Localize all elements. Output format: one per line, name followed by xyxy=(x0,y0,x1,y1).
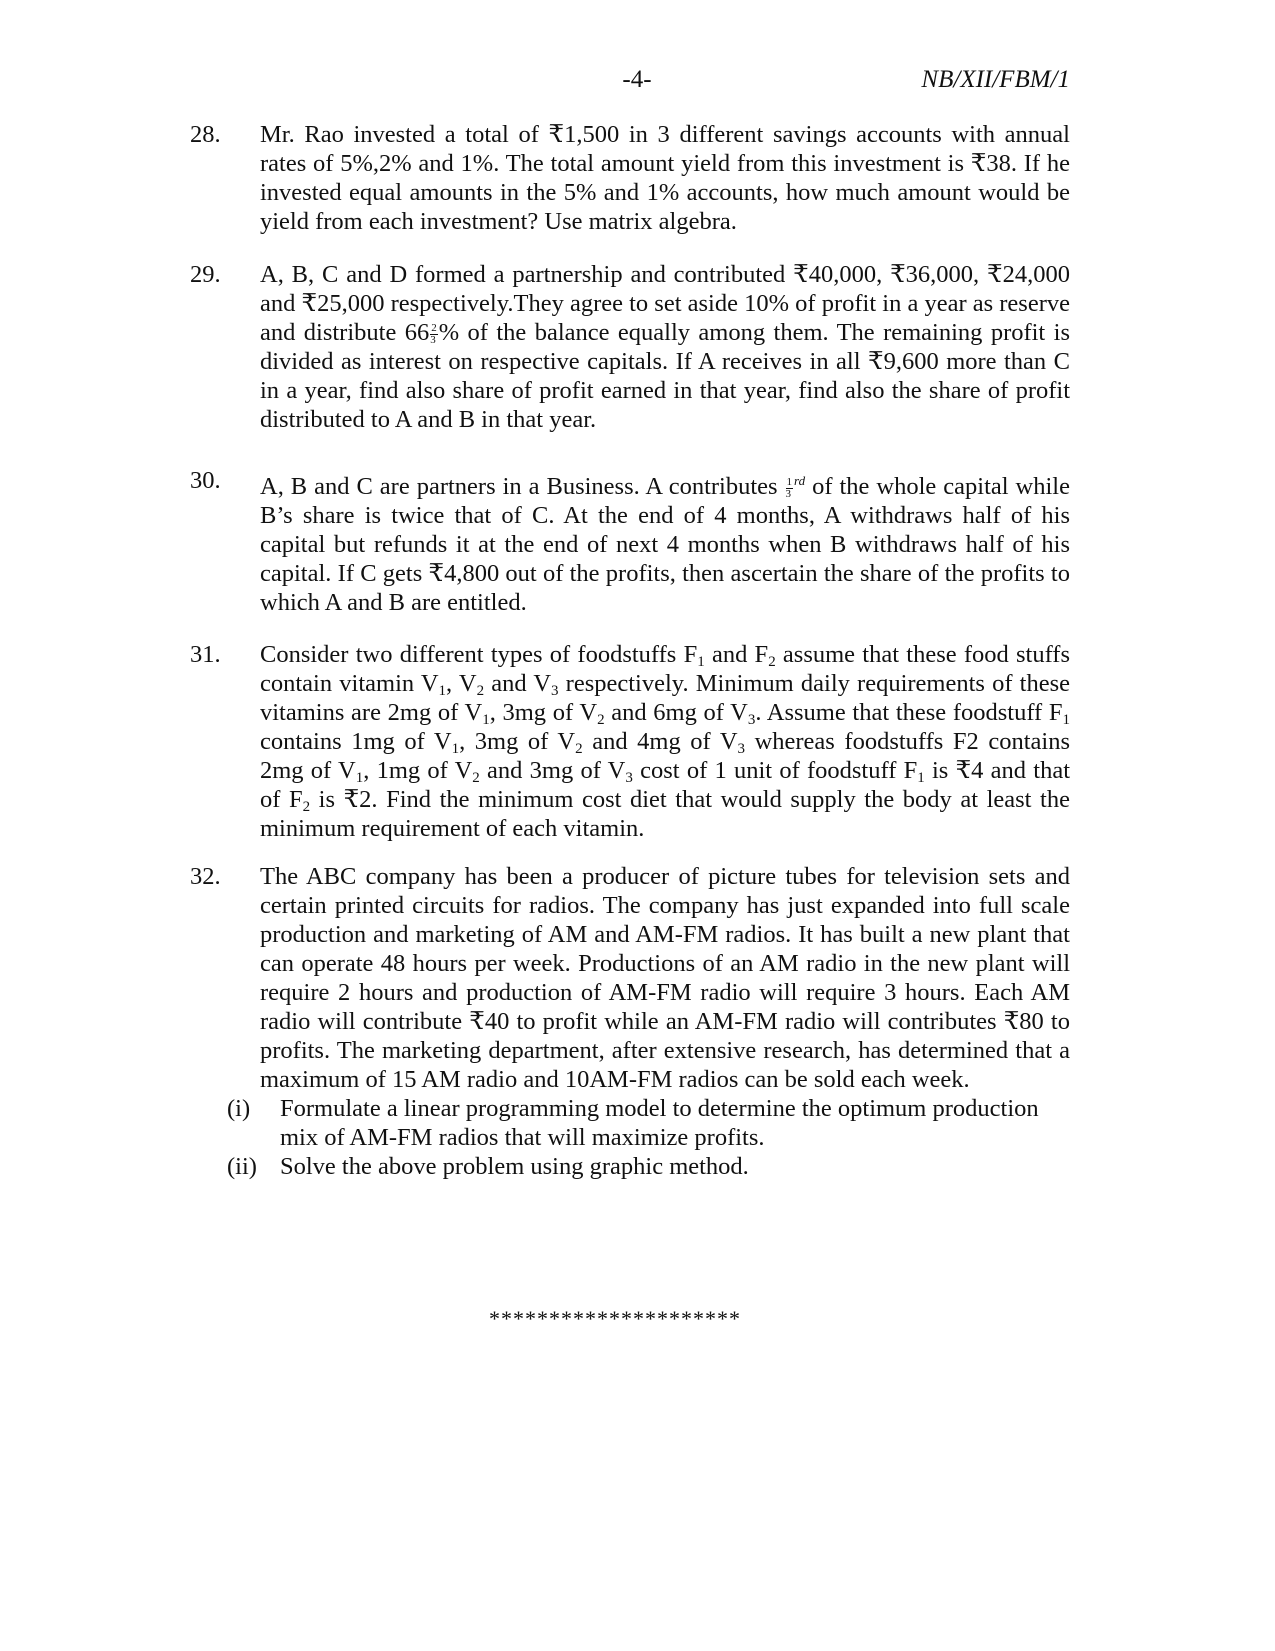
question-text-part: A, B, C and D formed a partnership and contributed ₹40,000, ₹36,000, ₹24,000 and ₹25,000 respectively.They agree to set aside 10% of profit in a year as reserve and distribute xyxy=(260,261,1070,346)
text-segment: , 1mg of V xyxy=(363,757,473,784)
sub-question-text: Solve the above problem using graphic method. xyxy=(280,1153,749,1180)
paper-code: NB/XII/FBM/1 xyxy=(921,66,1070,93)
question-29 xyxy=(190,260,1070,434)
question-number: 28. xyxy=(190,121,221,148)
text-segment: , 3mg of V xyxy=(489,699,598,726)
subscript: 1 xyxy=(697,654,705,670)
text-segment: cost of 1 unit of foodstuff F xyxy=(632,757,918,784)
question-number: 32. xyxy=(190,863,221,890)
subscript: 1 xyxy=(355,770,364,786)
text-segment: whereas foodstuffs F2 contains 2mg of V xyxy=(260,728,1070,784)
text-segment: and 4mg of V xyxy=(582,728,738,755)
text-segment: and 6mg of V xyxy=(604,699,748,726)
fraction xyxy=(430,323,438,346)
subscript: 3 xyxy=(747,712,756,728)
question-30 xyxy=(190,466,1070,617)
subscript: 2 xyxy=(476,683,485,699)
text-segment: , V xyxy=(446,670,477,697)
subscript: 1 xyxy=(1062,712,1070,728)
subscript: 2 xyxy=(472,770,480,786)
question-number: 31. xyxy=(190,641,221,668)
subscript: 1 xyxy=(438,683,447,699)
fraction-whole: 66 xyxy=(404,319,430,346)
question-number: 30. xyxy=(190,467,221,494)
question-text xyxy=(260,260,1070,434)
subscript: 3 xyxy=(737,741,746,757)
question-32 xyxy=(190,862,1070,1181)
question-text-part: of the whole capital while B’s share is twice that of C. At the end of 4 months, A withdraws half of his capital but refunds it at the end of next 4 months when B withdraws half of his capital. If C gets ₹4,800 out of the profits, then ascertain the share of the profits to which A and B are entitled. xyxy=(260,473,1070,616)
end-of-paper-stars: ********************* xyxy=(489,1306,741,1331)
fraction-denominator: 3 xyxy=(785,487,792,500)
question-text-part: A, B and C are partners in a Business. A contributes xyxy=(260,473,778,500)
subscript: 2 xyxy=(575,741,583,757)
subscript: 1 xyxy=(917,770,925,786)
question-text-part: % of the balance equally among them. The remaining profit is divided as interest on respective capitals. If A receives in all ₹9,600 more than C in a year, find also share of profit earned in that year, find also the share of profit distributed to A and B in that year. xyxy=(260,319,1070,433)
text-segment: . Assume that these foodstuff F xyxy=(755,699,1063,726)
text-segment: and V xyxy=(484,670,552,697)
question-text: Mr. Rao invested a total of ₹1,500 in 3 different savings accounts with annual rates of 5%,2% and 1%. The total amount yield from this investment is ₹38. If he invested equal amounts in the 5% and 1% accounts, how much amount would be yield from each investment? Use matrix algebra. xyxy=(260,121,1070,235)
text-segment: respectively. Minimum daily requirements of these vitamins are 2mg of V xyxy=(260,670,1070,726)
subscript: 3 xyxy=(551,683,559,699)
text-segment: , 3mg of V xyxy=(459,728,576,755)
question-text xyxy=(260,466,1070,617)
text-segment: Consider two different types of foodstuffs F xyxy=(260,641,698,668)
text-segment: is ₹2. Find the minimum cost diet that would supply the body at least the minimum requirement of each vitamin. xyxy=(260,786,1070,842)
subscript: 3 xyxy=(625,770,633,786)
question-28 xyxy=(190,120,1070,236)
sub-question-text: Formulate a linear programming model to determine the optimum production mix of AM-FM radios that will maximize profits. xyxy=(280,1095,1039,1151)
fraction-numerator: 1 xyxy=(786,475,793,488)
fraction-denominator: 3 xyxy=(430,333,436,346)
fraction-numerator: 2 xyxy=(431,321,437,334)
fraction xyxy=(786,477,794,500)
subscript: 2 xyxy=(597,712,605,728)
question-number: 29. xyxy=(190,261,221,288)
text-segment: and F xyxy=(704,641,769,668)
sub-question-label: (ii) xyxy=(227,1153,257,1180)
ordinal-suffix: rd xyxy=(794,473,806,488)
question-31 xyxy=(190,640,1070,843)
subscript: 1 xyxy=(482,712,490,728)
sub-question-ii xyxy=(190,1152,1070,1181)
question-text xyxy=(260,640,1070,843)
text-segment: is ₹4 and that of F xyxy=(260,757,1071,813)
subscript: 2 xyxy=(302,799,311,815)
sub-question-label: (i) xyxy=(227,1095,251,1122)
mixed-fraction xyxy=(405,319,439,346)
page-number: -4- xyxy=(622,66,652,93)
text-segment: contains 1mg of V xyxy=(260,728,452,755)
text-segment: and 3mg of V xyxy=(479,757,626,784)
subscript: 2 xyxy=(768,654,776,670)
subscript: 1 xyxy=(451,741,460,757)
question-text: The ABC company has been a producer of picture tubes for television sets and certain printed circuits for radios. The company has just expanded into full scale production and marketing of AM and AM-FM radios. It has built a new plant that can operate 48 hours per week. Productions of an AM radio in the new plant will require 2 hours and production of AM-FM radio will require 3 hours. Each AM radio will contribute ₹40 to profit while an AM-FM radio will contributes ₹80 to profits. The marketing department, after extensive research, has determined that a maximum of 15 AM radio and 10AM-FM radios can be sold each week. xyxy=(260,863,1070,1093)
sub-question-i xyxy=(190,1094,1070,1152)
text-segment: assume that these food stuffs contain vitamin V xyxy=(260,641,1070,697)
